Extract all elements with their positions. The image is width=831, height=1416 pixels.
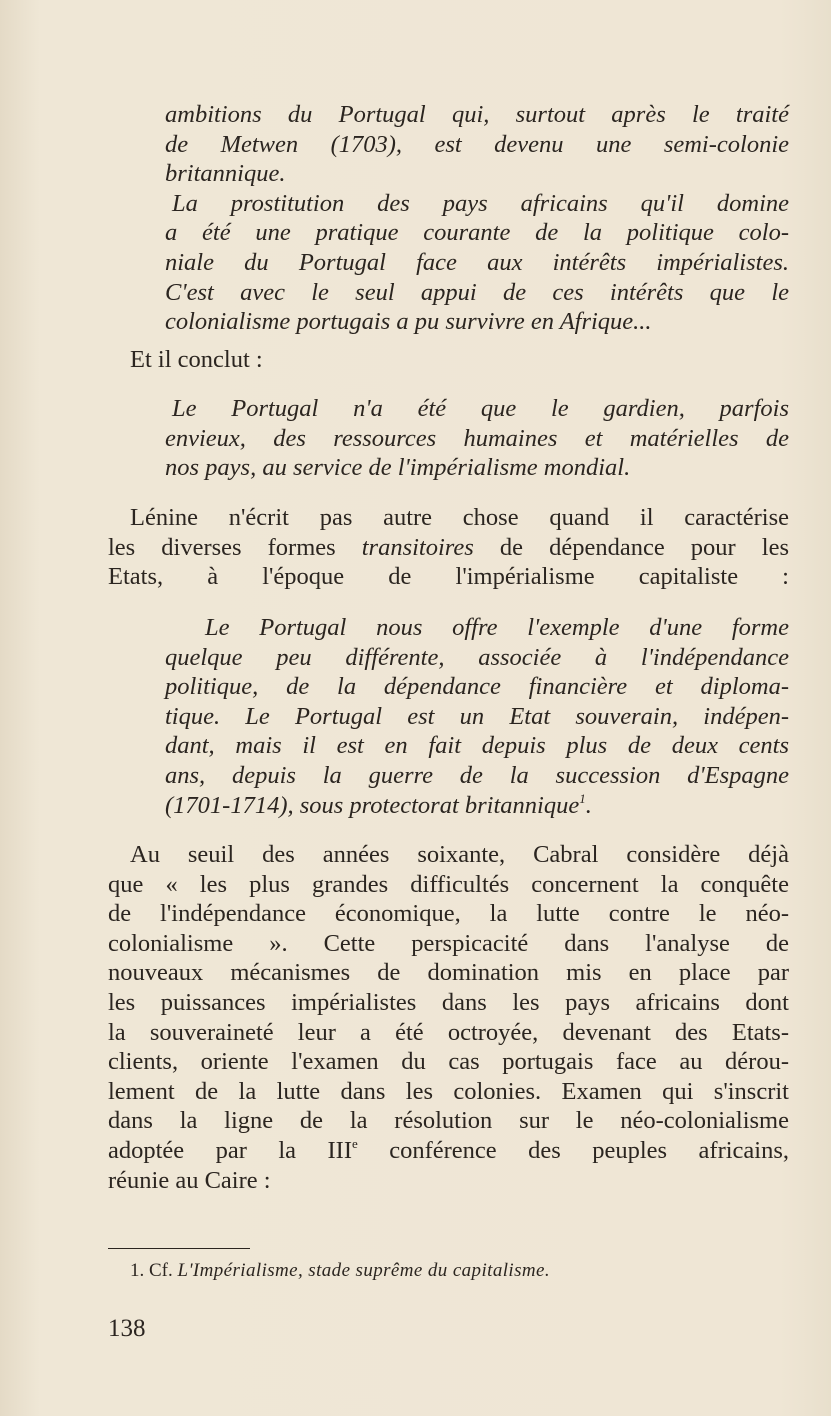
- text-line: [165, 672, 789, 702]
- line-text: de Metwen (1703), est devenu une semi-colonie: [165, 130, 789, 158]
- text-line: [165, 424, 789, 454]
- text-line: [108, 958, 789, 988]
- line-text: dans la ligne de la résolution sur le néo-colonialisme: [108, 1107, 789, 1135]
- text-line: [165, 731, 789, 761]
- line-text: ans, depuis la guerre de la succession d'Espagne: [165, 761, 789, 789]
- text-line: [108, 533, 789, 563]
- line-text: politique, de la dépendance financière et diploma-: [165, 673, 789, 701]
- line-text: C'est avec le seul appui de ces intérêts que le: [165, 278, 789, 306]
- line-text: les diverses formes: [108, 533, 362, 561]
- line-text: conférence des peuples africains,: [357, 1136, 790, 1164]
- text-line: [165, 791, 789, 821]
- text-line: [108, 988, 789, 1018]
- line-text: Etats, à l'époque de l'impérialisme capitaliste :: [108, 563, 789, 591]
- quote-cabral-2: [165, 394, 789, 483]
- text-line: [108, 1106, 789, 1136]
- line-text: colonialisme portugais a pu survivre en Afrique...: [165, 308, 652, 336]
- text-line: [165, 702, 789, 732]
- line-text: Au seuil des années soixante, Cabral considère déjà: [130, 841, 789, 868]
- line-text: de dépendance pour les: [473, 533, 789, 561]
- text-line: [165, 189, 789, 219]
- text-line: [108, 1136, 789, 1166]
- text-line: [165, 643, 789, 673]
- text-line: [108, 503, 789, 533]
- line-text: (1701-1714), sous protectorat britannique: [165, 791, 580, 819]
- text-line: [108, 870, 789, 900]
- quote-cabral-1: [165, 100, 789, 337]
- text-line: [108, 929, 789, 959]
- text-line: [108, 899, 789, 929]
- text-line: [165, 394, 789, 424]
- line-text: envieux, des ressources humaines et matérielles de: [165, 424, 789, 452]
- line-text: .: [585, 791, 592, 819]
- line-text: dant, mais il est en fait depuis plus de deux cents: [165, 732, 789, 760]
- text-line: [108, 1166, 789, 1196]
- text-line: [165, 761, 789, 791]
- line-text: ambitions du Portugal qui, surtout après le traité: [165, 101, 789, 128]
- line-text: la souveraineté leur a été octroyée, devenant des Etats-: [108, 1018, 789, 1046]
- line-text: adoptée par la III: [108, 1136, 352, 1164]
- line-text: Le Portugal n'a été que le gardien, parfois: [172, 395, 789, 422]
- text-line: [165, 130, 789, 160]
- superscript: 1: [579, 790, 586, 806]
- line-text: niale du Portugal face aux intérêts impérialistes.: [165, 248, 789, 276]
- line-text: Lénine n'écrit pas autre chose quand il caractérise: [130, 504, 789, 531]
- line-text: de l'indépendance économique, la lutte contre le néo-: [108, 900, 789, 928]
- emphasis: transitoires: [361, 533, 474, 561]
- paragraph-lenine: [108, 503, 789, 592]
- paragraph-conclusion-intro: [108, 345, 789, 375]
- line-text: nouveaux mécanismes de domination mis en place par: [108, 959, 789, 987]
- text-line: [108, 562, 789, 592]
- text-line: [165, 100, 789, 130]
- text-line: [165, 218, 789, 248]
- line-text: les puissances impérialistes dans les pays africains dont: [108, 988, 789, 1016]
- line-text: quelque peu différente, associée à l'indépendance: [165, 643, 789, 671]
- line-text: que « les plus grandes difficultés concernent la conquête: [108, 870, 789, 898]
- footnote: [130, 1260, 550, 1282]
- text-line: [165, 278, 789, 308]
- footnote-title: L'Impérialisme, stade suprême du capitalisme.: [177, 1260, 550, 1281]
- line-text: Et il conclut :: [130, 346, 263, 373]
- line-text: réunie au Caire :: [108, 1166, 271, 1194]
- footnote-rule: [108, 1248, 250, 1249]
- line-text: Le Portugal nous offre l'exemple d'une forme: [205, 614, 789, 641]
- text-line: [165, 248, 789, 278]
- footnote-number: 1. Cf.: [130, 1260, 178, 1281]
- text-line: [108, 345, 789, 375]
- line-text: nos pays, au service de l'impérialisme mondial.: [165, 454, 631, 482]
- line-text: La prostitution des pays africains qu'il domine: [172, 189, 789, 217]
- line-text: a été une pratique courante de la politique colo-: [165, 219, 789, 247]
- line-text: clients, oriente l'examen du cas portugais face au dérou-: [108, 1048, 789, 1076]
- paragraph-seuil: [108, 840, 789, 1195]
- text-line: [165, 159, 789, 189]
- text-line: [108, 1018, 789, 1048]
- superscript: e: [352, 1135, 358, 1151]
- text-line: [108, 840, 789, 870]
- line-text: britannique.: [165, 160, 286, 188]
- page-number: 138: [108, 1315, 146, 1342]
- quote-lenine: [165, 613, 789, 820]
- line-text: lement de la lutte dans les colonies. Examen qui s'inscrit: [108, 1077, 789, 1105]
- line-text: colonialisme ». Cette perspicacité dans l'analyse de: [108, 929, 789, 957]
- text-line: [108, 1047, 789, 1077]
- text-line: [108, 1077, 789, 1107]
- text-line: [165, 613, 789, 643]
- text-line: [165, 453, 789, 483]
- text-line: [165, 307, 789, 337]
- line-text: tique. Le Portugal est un Etat souverain, indépen-: [165, 702, 789, 730]
